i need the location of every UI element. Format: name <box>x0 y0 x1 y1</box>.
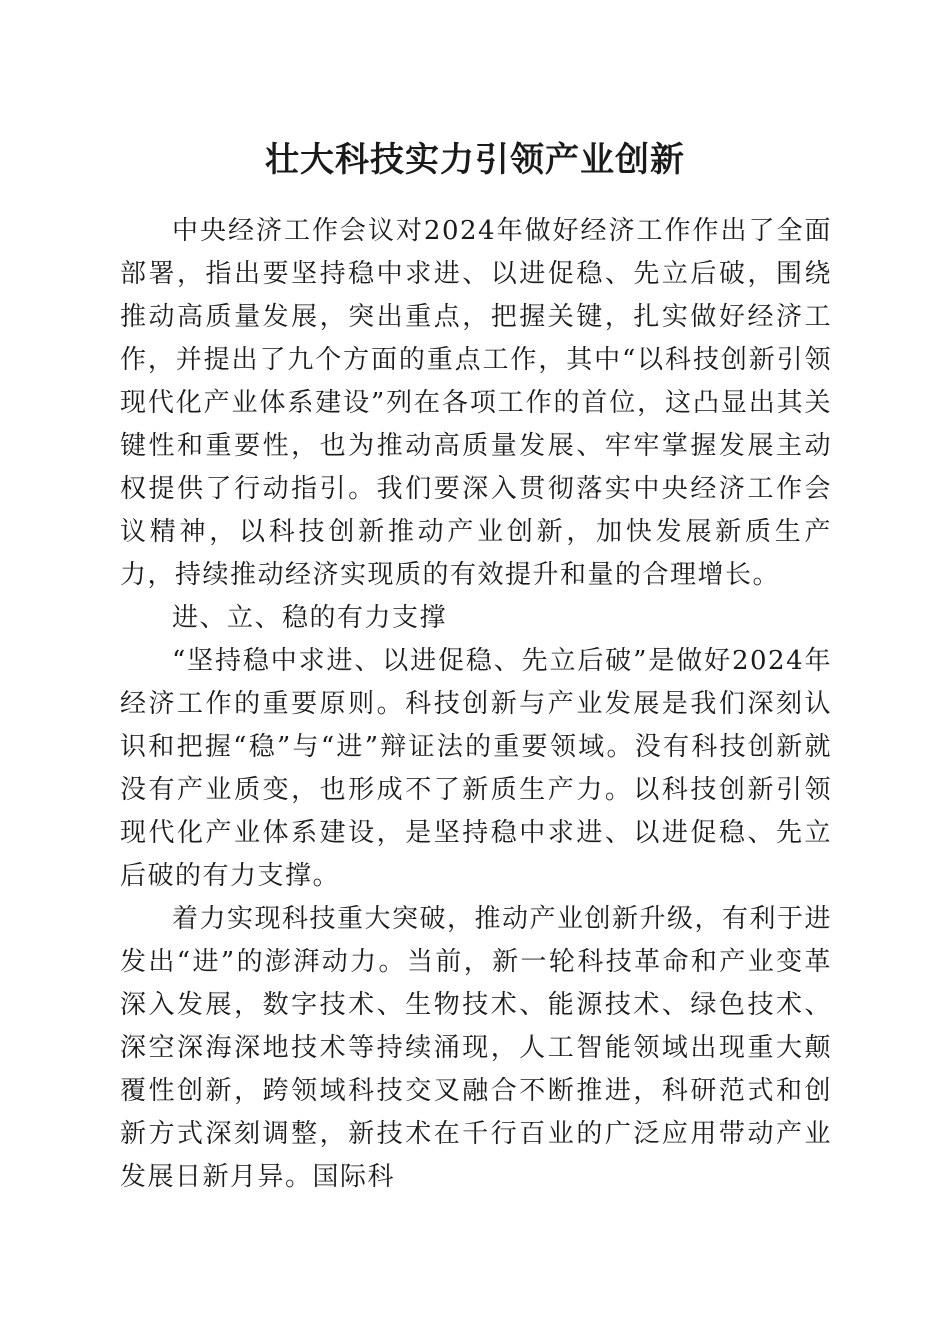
document-body <box>120 210 832 1199</box>
paragraph-intro: 中央经济工作会议对2024年做好经济工作作出了全面部署，指出要坚持稳中求进、以进促稳、先立后破，围绕推动高质量发展，突出重点，把握关键，扎实做好经济工作，并提出了九个方面的重点工作，其中“以科技创新引领现代化产业体系建设”列在各项工作的首位，这凸显出其关键性和重要性，也为推动高质量发展、牢牢掌握发展主动权提供了行动指引。我们要深入贯彻落实中央经济工作会议精神，以科技创新推动产业创新，加快发展新质生产力，持续推动经济实现质的有效提升和量的合理增长。 <box>120 216 832 590</box>
paragraph-principle: “坚持稳中求进、以进促稳、先立后破”是做好2024年经济工作的重要原则。科技创新与产业发展是我们深刻认识和把握“稳”与“进”辩证法的重要领域。没有科技创新就没有产业质变，也形成不了新质生产力。以科技创新引领现代化产业体系建设，是坚持稳中求进、以进促稳、先立后破的有力支撑。 <box>120 646 832 891</box>
document-title: 壮大科技实力引领产业创新 <box>265 140 685 180</box>
section-heading: 进、立、稳的有力支撑 <box>172 603 448 633</box>
paragraph-breakthrough: 着力实现科技重大突破，推动产业创新升级，有利于进发出“进”的澎湃动力。当前，新一轮科技革命和产业变革深入发展，数字技术、生物技术、能源技术、绿色技术、深空深海深地技术等持续涌现，人工智能领域出现重大颠覆性创新，跨领域科技交叉融合不断推进，科研范式和创新方式深刻调整，新技术在千行百业的广泛应用带动产业发展日新月异。国际科 <box>120 904 833 1192</box>
